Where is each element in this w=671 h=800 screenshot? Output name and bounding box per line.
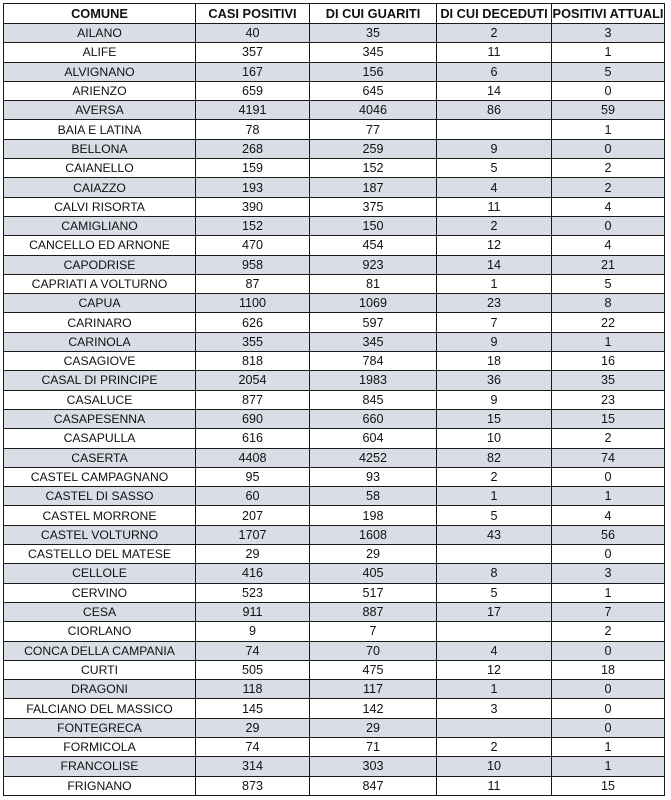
deceduti-cell <box>437 622 552 641</box>
casi-positivi-cell: 1707 <box>196 525 310 544</box>
guariti-cell: 70 <box>310 641 437 660</box>
deceduti-cell: 14 <box>437 81 552 100</box>
table-row <box>4 255 665 274</box>
casi-positivi-cell: 9 <box>196 622 310 641</box>
guariti-cell: 117 <box>310 680 437 699</box>
table-row <box>4 352 665 371</box>
table-row <box>4 641 665 660</box>
guariti-cell: 81 <box>310 274 437 293</box>
positivi-attuali-cell: 0 <box>552 139 665 158</box>
comune-cell: CASTELLO DEL MATESE <box>4 545 196 564</box>
deceduti-cell: 1 <box>437 487 552 506</box>
positivi-attuali-cell: 1 <box>552 487 665 506</box>
positivi-attuali-cell: 0 <box>552 81 665 100</box>
casi-positivi-cell: 207 <box>196 506 310 525</box>
guariti-cell: 142 <box>310 699 437 718</box>
table-row <box>4 737 665 756</box>
deceduti-cell: 17 <box>437 602 552 621</box>
casi-positivi-cell: 958 <box>196 255 310 274</box>
deceduti-cell: 4 <box>437 178 552 197</box>
table-row <box>4 545 665 564</box>
casi-positivi-cell: 505 <box>196 660 310 679</box>
table-row <box>4 467 665 486</box>
deceduti-cell: 2 <box>437 467 552 486</box>
positivi-attuali-cell: 4 <box>552 236 665 255</box>
positivi-attuali-cell: 74 <box>552 448 665 467</box>
comune-cell: CELLOLE <box>4 564 196 583</box>
guariti-cell: 77 <box>310 120 437 139</box>
deceduti-cell: 1 <box>437 274 552 293</box>
casi-positivi-cell: 818 <box>196 352 310 371</box>
casi-positivi-cell: 690 <box>196 409 310 428</box>
guariti-cell: 29 <box>310 718 437 737</box>
deceduti-cell: 43 <box>437 525 552 544</box>
deceduti-cell: 11 <box>437 197 552 216</box>
table-row <box>4 622 665 641</box>
covid-cases-table <box>3 3 665 796</box>
guariti-cell: 71 <box>310 737 437 756</box>
deceduti-cell: 2 <box>437 216 552 235</box>
comune-cell: FRIGNANO <box>4 776 196 795</box>
guariti-cell: 259 <box>310 139 437 158</box>
deceduti-cell: 15 <box>437 409 552 428</box>
casi-positivi-cell: 873 <box>196 776 310 795</box>
comune-cell: CERVINO <box>4 583 196 602</box>
positivi-attuali-cell: 59 <box>552 101 665 120</box>
guariti-cell: 923 <box>310 255 437 274</box>
guariti-cell: 187 <box>310 178 437 197</box>
comune-cell: CAIAZZO <box>4 178 196 197</box>
positivi-attuali-cell: 1 <box>552 757 665 776</box>
guariti-cell: 303 <box>310 757 437 776</box>
deceduti-cell: 5 <box>437 506 552 525</box>
deceduti-cell: 18 <box>437 352 552 371</box>
table-row <box>4 699 665 718</box>
positivi-attuali-cell: 1 <box>552 583 665 602</box>
comune-cell: CANCELLO ED ARNONE <box>4 236 196 255</box>
header-comune: COMUNE <box>4 4 196 24</box>
positivi-attuali-cell: 0 <box>552 467 665 486</box>
comune-cell: CASAL DI PRINCIPE <box>4 371 196 390</box>
deceduti-cell: 11 <box>437 43 552 62</box>
guariti-cell: 4046 <box>310 101 437 120</box>
guariti-cell: 645 <box>310 81 437 100</box>
table-row <box>4 294 665 313</box>
deceduti-cell: 4 <box>437 641 552 660</box>
positivi-attuali-cell: 23 <box>552 390 665 409</box>
positivi-attuali-cell: 5 <box>552 274 665 293</box>
deceduti-cell <box>437 718 552 737</box>
comune-cell: BAIA E LATINA <box>4 120 196 139</box>
table-row <box>4 81 665 100</box>
casi-positivi-cell: 95 <box>196 467 310 486</box>
casi-positivi-cell: 616 <box>196 429 310 448</box>
positivi-attuali-cell: 15 <box>552 776 665 795</box>
casi-positivi-cell: 1100 <box>196 294 310 313</box>
casi-positivi-cell: 355 <box>196 332 310 351</box>
casi-positivi-cell: 416 <box>196 564 310 583</box>
header-di-cui-guariti: DI CUI GUARITI <box>310 4 437 24</box>
comune-cell: CAPRIATI A VOLTURNO <box>4 274 196 293</box>
table-row <box>4 409 665 428</box>
comune-cell: ALVIGNANO <box>4 62 196 81</box>
guariti-cell: 847 <box>310 776 437 795</box>
table-row <box>4 274 665 293</box>
header-positivi-attuali: POSITIVI ATTUALI <box>552 4 665 24</box>
casi-positivi-cell: 74 <box>196 737 310 756</box>
guariti-cell: 845 <box>310 390 437 409</box>
deceduti-cell: 23 <box>437 294 552 313</box>
table-row <box>4 139 665 158</box>
comune-cell: CASAGIOVE <box>4 352 196 371</box>
deceduti-cell: 36 <box>437 371 552 390</box>
deceduti-cell <box>437 120 552 139</box>
table-row <box>4 101 665 120</box>
table-row <box>4 429 665 448</box>
comune-cell: CASTEL MORRONE <box>4 506 196 525</box>
table-header-row <box>4 4 665 24</box>
comune-cell: FRANCOLISE <box>4 757 196 776</box>
positivi-attuali-cell: 18 <box>552 660 665 679</box>
comune-cell: CASTEL CAMPAGNANO <box>4 467 196 486</box>
guariti-cell: 405 <box>310 564 437 583</box>
positivi-attuali-cell: 3 <box>552 564 665 583</box>
deceduti-cell: 6 <box>437 62 552 81</box>
positivi-attuali-cell: 8 <box>552 294 665 313</box>
guariti-cell: 475 <box>310 660 437 679</box>
casi-positivi-cell: 4408 <box>196 448 310 467</box>
table-row <box>4 680 665 699</box>
comune-cell: BELLONA <box>4 139 196 158</box>
deceduti-cell: 9 <box>437 332 552 351</box>
table-row <box>4 313 665 332</box>
casi-positivi-cell: 659 <box>196 81 310 100</box>
positivi-attuali-cell: 15 <box>552 409 665 428</box>
casi-positivi-cell: 78 <box>196 120 310 139</box>
table-row <box>4 178 665 197</box>
deceduti-cell: 7 <box>437 313 552 332</box>
positivi-attuali-cell: 16 <box>552 352 665 371</box>
casi-positivi-cell: 60 <box>196 487 310 506</box>
guariti-cell: 4252 <box>310 448 437 467</box>
comune-cell: CASAPESENNA <box>4 409 196 428</box>
casi-positivi-cell: 87 <box>196 274 310 293</box>
table-row <box>4 371 665 390</box>
comune-cell: ARIENZO <box>4 81 196 100</box>
table-row <box>4 506 665 525</box>
positivi-attuali-cell: 4 <box>552 197 665 216</box>
guariti-cell: 660 <box>310 409 437 428</box>
positivi-attuali-cell: 0 <box>552 699 665 718</box>
table-row <box>4 216 665 235</box>
comune-cell: CURTI <box>4 660 196 679</box>
casi-positivi-cell: 357 <box>196 43 310 62</box>
deceduti-cell: 10 <box>437 429 552 448</box>
guariti-cell: 35 <box>310 24 437 43</box>
deceduti-cell: 14 <box>437 255 552 274</box>
comune-cell: CASAPULLA <box>4 429 196 448</box>
deceduti-cell: 12 <box>437 236 552 255</box>
comune-cell: CAPUA <box>4 294 196 313</box>
casi-positivi-cell: 29 <box>196 545 310 564</box>
positivi-attuali-cell: 2 <box>552 178 665 197</box>
table-row <box>4 120 665 139</box>
positivi-attuali-cell: 2 <box>552 159 665 178</box>
positivi-attuali-cell: 1 <box>552 120 665 139</box>
deceduti-cell: 3 <box>437 699 552 718</box>
header-di-cui-deceduti: DI CUI DECEDUTI <box>437 4 552 24</box>
deceduti-cell: 82 <box>437 448 552 467</box>
comune-cell: CAIANELLO <box>4 159 196 178</box>
positivi-attuali-cell: 1 <box>552 43 665 62</box>
comune-cell: DRAGONI <box>4 680 196 699</box>
deceduti-cell: 2 <box>437 737 552 756</box>
positivi-attuali-cell: 56 <box>552 525 665 544</box>
comune-cell: CAMIGLIANO <box>4 216 196 235</box>
comune-cell: FORMICOLA <box>4 737 196 756</box>
comune-cell: FALCIANO DEL MASSICO <box>4 699 196 718</box>
casi-positivi-cell: 470 <box>196 236 310 255</box>
casi-positivi-cell: 268 <box>196 139 310 158</box>
deceduti-cell: 2 <box>437 24 552 43</box>
guariti-cell: 1608 <box>310 525 437 544</box>
deceduti-cell: 11 <box>437 776 552 795</box>
positivi-attuali-cell: 0 <box>552 641 665 660</box>
positivi-attuali-cell: 4 <box>552 506 665 525</box>
table-row <box>4 602 665 621</box>
casi-positivi-cell: 118 <box>196 680 310 699</box>
guariti-cell: 198 <box>310 506 437 525</box>
table-row <box>4 159 665 178</box>
positivi-attuali-cell: 1 <box>552 737 665 756</box>
casi-positivi-cell: 2054 <box>196 371 310 390</box>
casi-positivi-cell: 911 <box>196 602 310 621</box>
guariti-cell: 58 <box>310 487 437 506</box>
deceduti-cell: 5 <box>437 583 552 602</box>
positivi-attuali-cell: 1 <box>552 332 665 351</box>
header-casi-positivi: CASI POSITIVI <box>196 4 310 24</box>
deceduti-cell: 1 <box>437 680 552 699</box>
comune-cell: CONCA DELLA CAMPANIA <box>4 641 196 660</box>
table-row <box>4 487 665 506</box>
guariti-cell: 517 <box>310 583 437 602</box>
deceduti-cell: 12 <box>437 660 552 679</box>
guariti-cell: 7 <box>310 622 437 641</box>
casi-positivi-cell: 523 <box>196 583 310 602</box>
casi-positivi-cell: 152 <box>196 216 310 235</box>
positivi-attuali-cell: 22 <box>552 313 665 332</box>
table-row <box>4 62 665 81</box>
table-row <box>4 236 665 255</box>
positivi-attuali-cell: 35 <box>552 371 665 390</box>
casi-positivi-cell: 159 <box>196 159 310 178</box>
guariti-cell: 150 <box>310 216 437 235</box>
table-row <box>4 776 665 795</box>
casi-positivi-cell: 877 <box>196 390 310 409</box>
table-row <box>4 660 665 679</box>
comune-cell: CALVI RISORTA <box>4 197 196 216</box>
comune-cell: CARINARO <box>4 313 196 332</box>
table-row <box>4 583 665 602</box>
positivi-attuali-cell: 0 <box>552 680 665 699</box>
guariti-cell: 887 <box>310 602 437 621</box>
table-row <box>4 197 665 216</box>
deceduti-cell: 86 <box>437 101 552 120</box>
guariti-cell: 375 <box>310 197 437 216</box>
guariti-cell: 345 <box>310 332 437 351</box>
guariti-cell: 29 <box>310 545 437 564</box>
guariti-cell: 1069 <box>310 294 437 313</box>
casi-positivi-cell: 29 <box>196 718 310 737</box>
positivi-attuali-cell: 7 <box>552 602 665 621</box>
guariti-cell: 1983 <box>310 371 437 390</box>
table-row <box>4 718 665 737</box>
casi-positivi-cell: 193 <box>196 178 310 197</box>
guariti-cell: 156 <box>310 62 437 81</box>
comune-cell: CASTEL DI SASSO <box>4 487 196 506</box>
casi-positivi-cell: 40 <box>196 24 310 43</box>
deceduti-cell: 8 <box>437 564 552 583</box>
casi-positivi-cell: 314 <box>196 757 310 776</box>
comune-cell: AILANO <box>4 24 196 43</box>
table-row <box>4 24 665 43</box>
guariti-cell: 93 <box>310 467 437 486</box>
table-row <box>4 390 665 409</box>
guariti-cell: 345 <box>310 43 437 62</box>
casi-positivi-cell: 390 <box>196 197 310 216</box>
guariti-cell: 454 <box>310 236 437 255</box>
deceduti-cell: 9 <box>437 390 552 409</box>
casi-positivi-cell: 145 <box>196 699 310 718</box>
positivi-attuali-cell: 5 <box>552 62 665 81</box>
comune-cell: CESA <box>4 602 196 621</box>
table-row <box>4 448 665 467</box>
guariti-cell: 784 <box>310 352 437 371</box>
deceduti-cell: 5 <box>437 159 552 178</box>
positivi-attuali-cell: 0 <box>552 216 665 235</box>
table-row <box>4 43 665 62</box>
deceduti-cell: 10 <box>437 757 552 776</box>
table-row <box>4 757 665 776</box>
comune-cell: CIORLANO <box>4 622 196 641</box>
comune-cell: FONTEGRECA <box>4 718 196 737</box>
comune-cell: AVERSA <box>4 101 196 120</box>
comune-cell: ALIFE <box>4 43 196 62</box>
table-row <box>4 525 665 544</box>
table-body <box>4 24 665 796</box>
deceduti-cell: 9 <box>437 139 552 158</box>
casi-positivi-cell: 167 <box>196 62 310 81</box>
guariti-cell: 597 <box>310 313 437 332</box>
comune-cell: CASTEL VOLTURNO <box>4 525 196 544</box>
comune-cell: CARINOLA <box>4 332 196 351</box>
deceduti-cell <box>437 545 552 564</box>
table-row <box>4 332 665 351</box>
comune-cell: CASERTA <box>4 448 196 467</box>
casi-positivi-cell: 626 <box>196 313 310 332</box>
positivi-attuali-cell: 2 <box>552 622 665 641</box>
positivi-attuali-cell: 21 <box>552 255 665 274</box>
casi-positivi-cell: 74 <box>196 641 310 660</box>
guariti-cell: 152 <box>310 159 437 178</box>
guariti-cell: 604 <box>310 429 437 448</box>
positivi-attuali-cell: 0 <box>552 545 665 564</box>
comune-cell: CAPODRISE <box>4 255 196 274</box>
table-row <box>4 564 665 583</box>
positivi-attuali-cell: 3 <box>552 24 665 43</box>
positivi-attuali-cell: 2 <box>552 429 665 448</box>
comune-cell: CASALUCE <box>4 390 196 409</box>
positivi-attuali-cell: 0 <box>552 718 665 737</box>
casi-positivi-cell: 4191 <box>196 101 310 120</box>
